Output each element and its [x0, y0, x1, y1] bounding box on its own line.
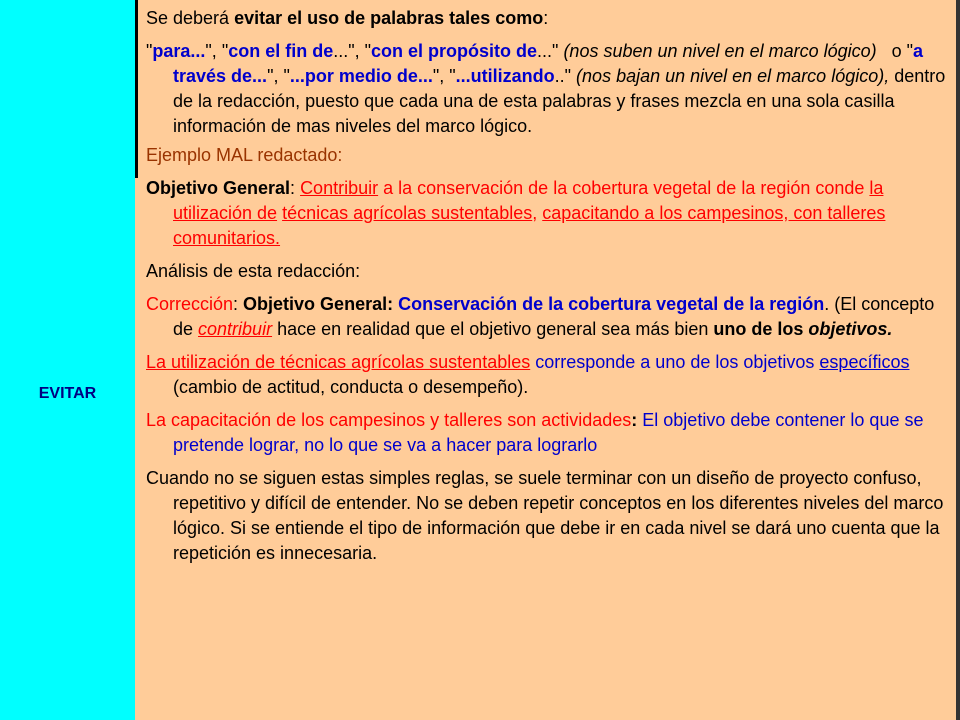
left-panel — [0, 0, 135, 720]
conclusion-paragraph: Cuando no se siguen estas simples reglas, se suele terminar con un diseño de proyecto confuso, repetitivo y difícil de entender. No se deben repetir conceptos en los diferentes niveles del marco lógico. Si se entiende el tipo de información que debe ir en cada nivel se dará uno cuenta que la repetición es innecesaria. — [146, 468, 944, 563]
right-border — [956, 0, 960, 720]
specific-objective-paragraph: La utilización de técnicas agrícolas sustentables corresponde a uno de los objetivos específicos (cambio de actitud, conducta o desempeño). — [146, 352, 910, 397]
bad-example-paragraph: Objetivo General: Contribuir a la conservación de la cobertura vegetal de la región conde la utilización de técnicas agrícolas sustentables, capacitando a los campesinos, con talleres comunitarios. — [146, 178, 886, 248]
bad-example-heading: Ejemplo MAL redactado: — [146, 145, 343, 165]
activities-paragraph: La capacitación de los campesinos y talleres son actividades: El objetivo debe contener lo que se pretende lograr, no lo que se va a hacer para lograrlo — [146, 410, 924, 455]
content-area — [146, 6, 946, 566]
words-to-avoid-paragraph: "para...", "con el fin de...", "con el propósito de..." (nos suben un nivel en el marco lógico) o "a través de...", "...por medio de...", "...utilizando.." (nos bajan un nivel en el marco lógico), dentro de la redacción, puesto que cada una de esta palabras y frases mezcla en una sola casilla información de mas niveles del marco lógico. — [146, 41, 946, 136]
intro-paragraph: Se deberá evitar el uso de palabras tales como: — [146, 8, 549, 28]
left-panel-label: EVITAR — [38, 385, 97, 402]
divider-line — [135, 0, 138, 178]
analysis-heading: Análisis de esta redacción: — [146, 261, 361, 281]
correction-paragraph: Corrección: Objetivo General: Conservación de la cobertura vegetal de la región. (El concepto de contribuir hace en realidad que el objetivo general sea más bien uno de los objetivos. — [146, 294, 935, 339]
